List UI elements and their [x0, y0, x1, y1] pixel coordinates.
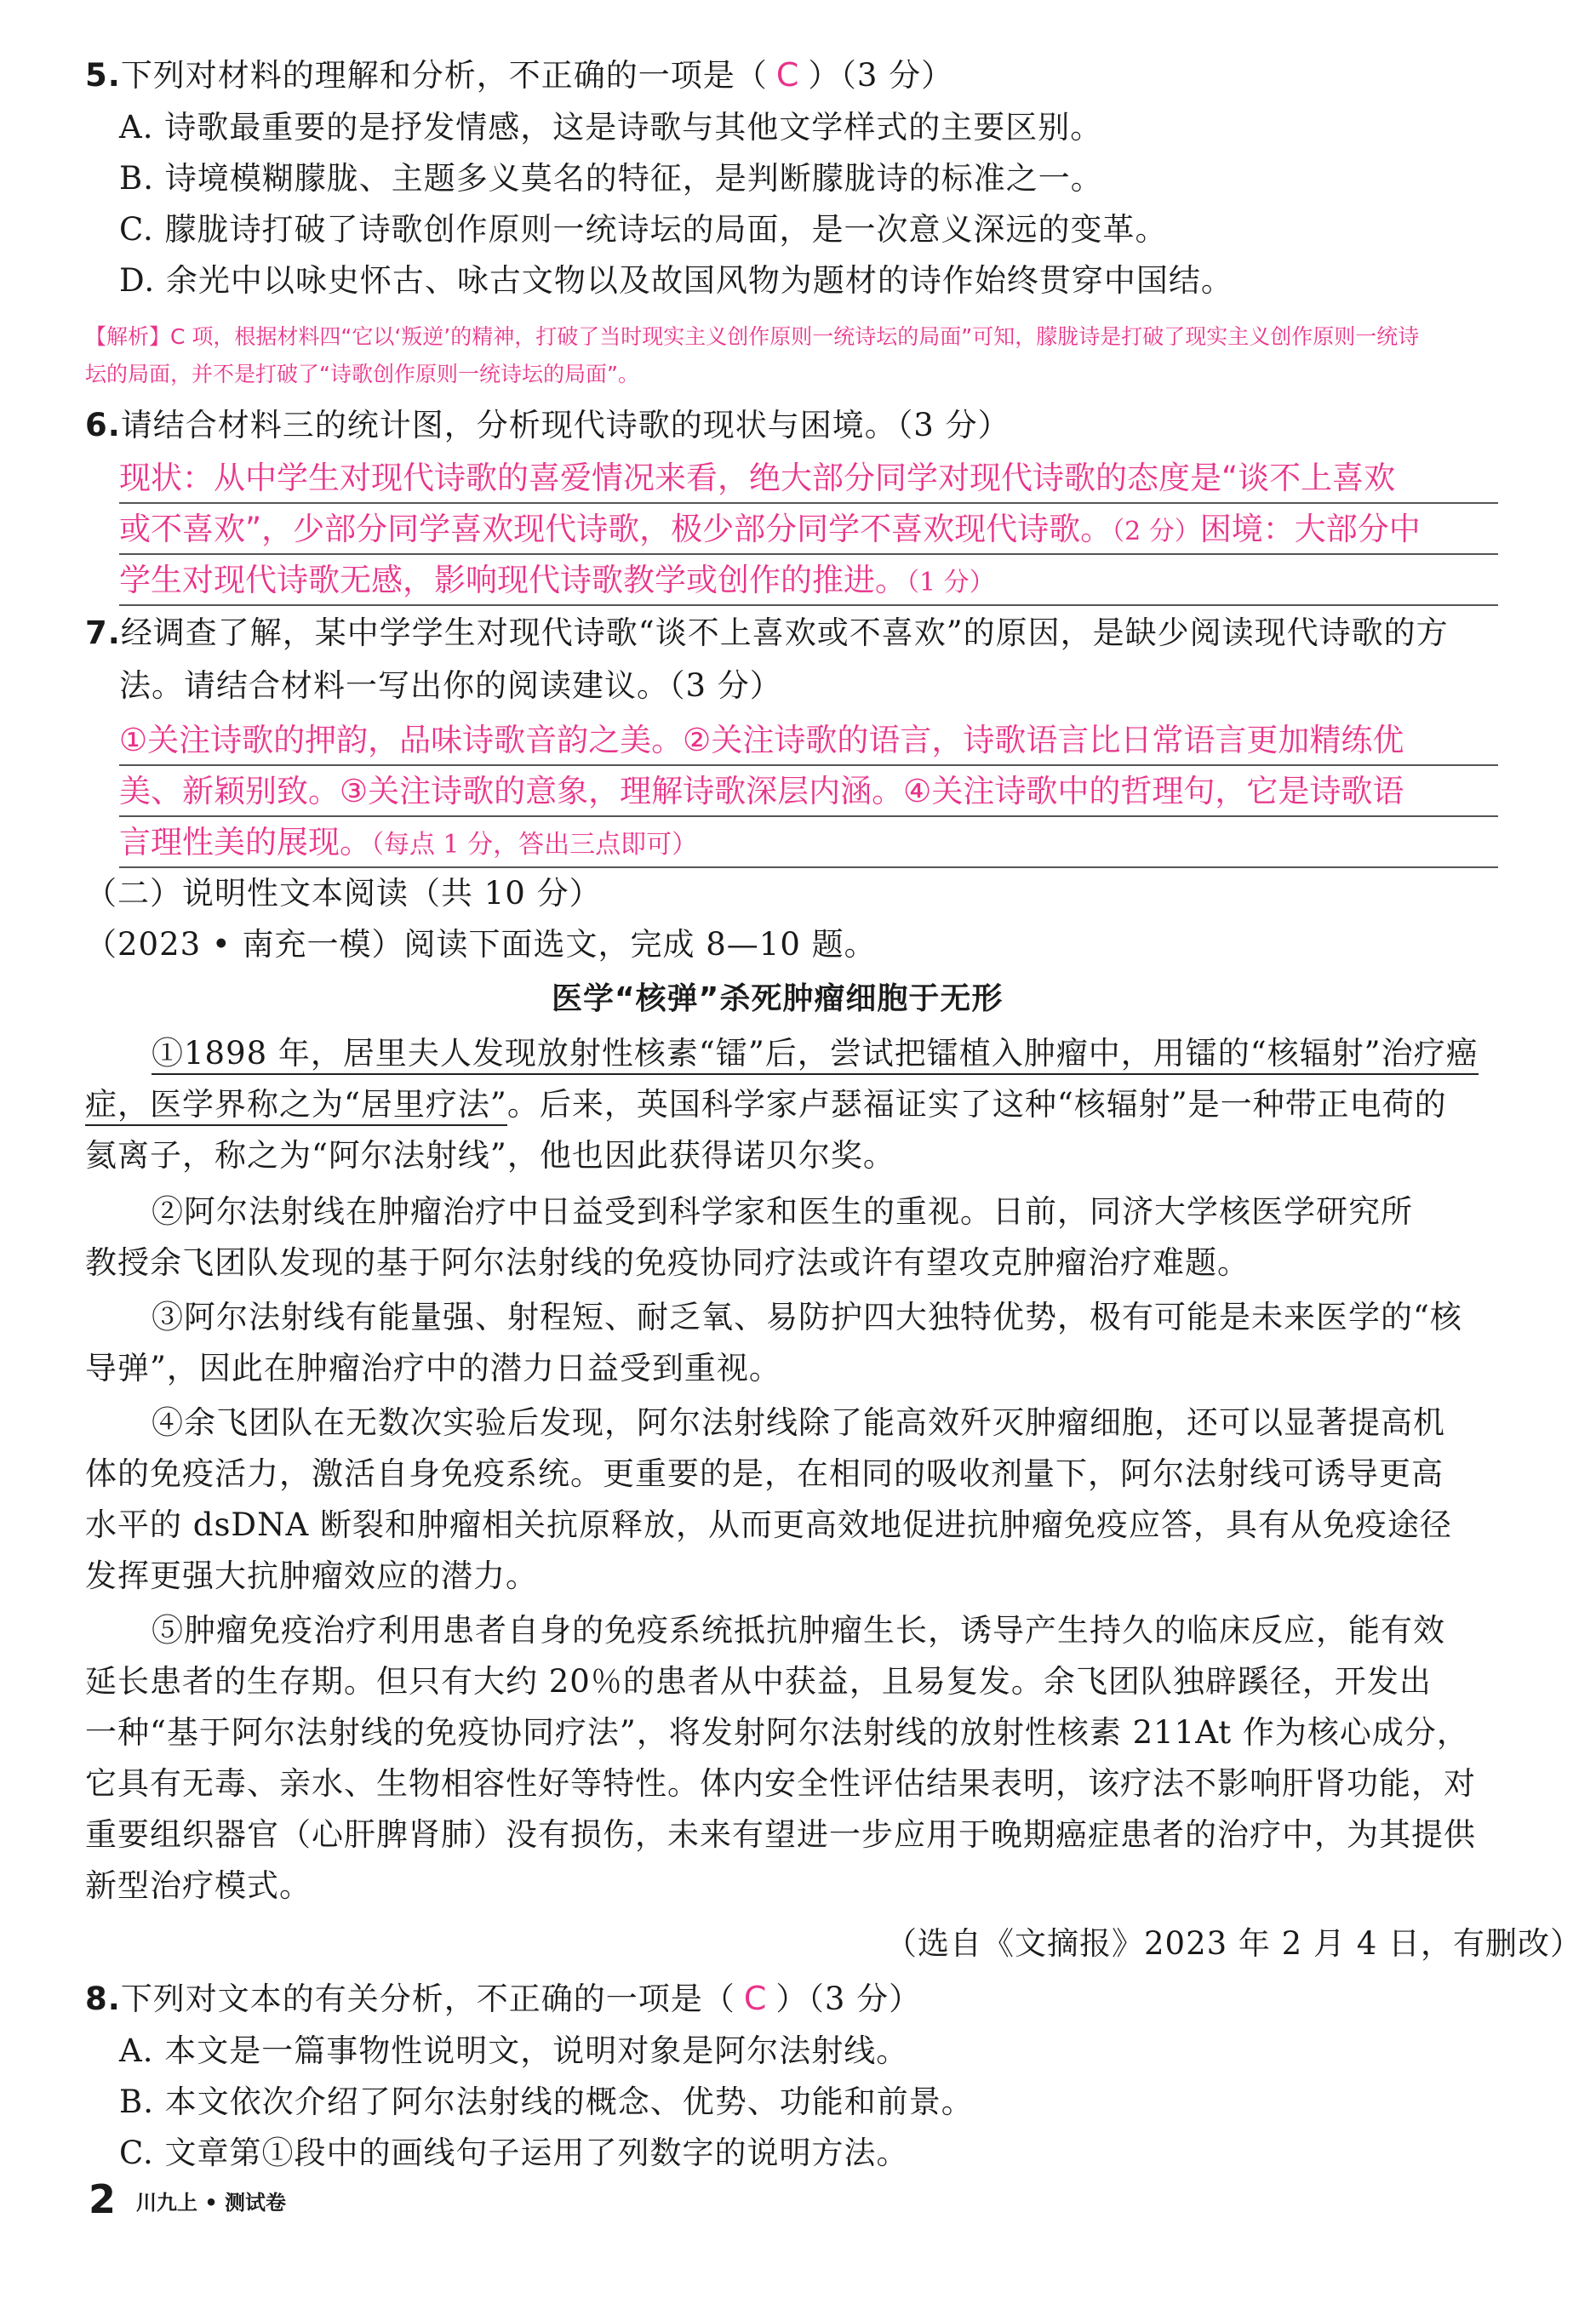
q7-answer-line-2: 美、新颖别致。③关注诗歌的意象，理解诗歌深层内涵。④关注诗歌中的哲理句，它是诗歌语 [119, 773, 1404, 809]
q6-number: 6. [85, 407, 121, 443]
paragraph-5-line-2: 延长患者的生存期。但只有大约 20％的患者从中获益，且易复发。余飞团队独辟蹊径，开发出 [85, 1663, 1432, 1700]
paragraph-5-line-5: 重要组织器官（心肝脾肾肺）没有损伤，未来有望进一步应用于晚期癌症患者的治疗中，为其提供 [85, 1816, 1476, 1853]
answer-rule [119, 866, 1498, 868]
q5-analysis-line-2: 坛的局面，并不是打破了“诗歌创作原则一统诗坛的局面”。 [85, 362, 639, 386]
q8-option-b: B. 本文依次介绍了阿尔法射线的概念、优势、功能和前景。 [119, 2084, 974, 2120]
paragraph-4-line-1: ④余飞团队在无数次实验后发现，阿尔法射线除了能高效歼灭肿瘤细胞，还可以显著提高机 [152, 1404, 1445, 1441]
answer-rule [119, 764, 1498, 766]
answer-rule [119, 553, 1498, 555]
article-title: 医学“核弹”杀死肿瘤细胞于无形 [552, 981, 1004, 1016]
paragraph-5-line-1: ⑤肿瘤免疫治疗利用患者自身的免疫系统抵抗肿瘤生长，诱导产生持久的临床反应，能有效 [152, 1612, 1445, 1649]
q6-answer-line-1: 现状：从中学生对现代诗歌的喜爱情况来看，绝大部分同学对现代诗歌的态度是“谈不上喜欢 [119, 460, 1396, 496]
paragraph-4-line-2: 体的免疫活力，激活自身免疫系统。更重要的是，在相同的吸收剂量下，阿尔法射线可诱导更高 [85, 1455, 1444, 1492]
answer-rule [119, 502, 1498, 504]
q5-option-c: C. 朦胧诗打破了诗歌创作原则一统诗坛的局面，是一次意义深远的变革。 [119, 211, 1168, 248]
q5-number: 5. [85, 57, 121, 94]
article-citation: （选自《文摘报》2023 年 2 月 4 日，有删改） [885, 1925, 1583, 1962]
q8-number: 8. [85, 1981, 121, 2017]
paragraph-2-line-2: 教授余飞团队发现的基于阿尔法射线的免疫协同疗法或许有望攻克肿瘤治疗难题。 [85, 1244, 1250, 1281]
q6-answer-line-2: 或不喜欢”，少部分同学喜欢现代诗歌，极少部分同学不喜欢现代诗歌。（2 分）困境：大部分中 [119, 511, 1421, 547]
paragraph-5-line-4: 它具有无毒、亲水、生物相容性好等特性。体内安全性评估结果表明，该疗法不影响肝肾功能，对 [85, 1765, 1476, 1802]
paragraph-5-line-3: 一种“基于阿尔法射线的免疫协同疗法”，将发射阿尔法射线的放射性核素 211At 作为核心成分， [85, 1714, 1469, 1751]
underlined-sentence: 症，医学界称之为“居里疗法” [85, 1086, 507, 1126]
q8-answer: C [743, 1980, 768, 2017]
book-tag: 川九上 • 测试卷 [136, 2191, 287, 2215]
paragraph-1-line-3: 氦离子，称之为“阿尔法射线”，他也因此获得诺贝尔奖。 [85, 1137, 895, 1174]
q7-answer-line-1: ①关注诗歌的押韵，品味诗歌音韵之美。②关注诗歌的语言，诗歌语言比日常语言更加精练优 [119, 722, 1404, 758]
q5-option-a: A. 诗歌最重要的是抒发情感，这是诗歌与其他文学样式的主要区别。 [119, 109, 1103, 146]
paragraph-1-line-1: ①1898 年，居里夫人发现放射性核素“镭”后，尝试把镭植入肿瘤中，用镭的“核辐射”治疗癌 [152, 1032, 1479, 1076]
section-heading: （二）说明性文本阅读（共 10 分） [85, 875, 602, 912]
q5-option-d: D. 余光中以咏史怀古、咏古文物以及故国风物为题材的诗作始终贯穿中国结。 [119, 262, 1233, 299]
q6-stem: 6.请结合材料三的统计图，分析现代诗歌的现状与困境。（3 分） [85, 407, 1010, 443]
page-number: 2 [89, 2176, 117, 2222]
q7-stem-line-2: 法。请结合材料一写出你的阅读建议。（3 分） [119, 667, 782, 704]
paragraph-3-line-2: 导弹”，因此在肿瘤治疗中的潜力日益受到重视。 [85, 1350, 781, 1386]
paragraph-4-line-4: 发挥更强大抗肿瘤效应的潜力。 [85, 1558, 538, 1594]
answer-rule [119, 815, 1498, 817]
q8-option-a: A. 本文是一篇事物性说明文，说明对象是阿尔法射线。 [119, 2032, 909, 2069]
q5-analysis-line-1: 【解析】C 项，根据材料四“它以‘叛逆’的精神，打破了当时现实主义创作原则一统诗坛的局面”可知，朦胧诗是打破了现实主义创作原则一统诗 [85, 324, 1420, 349]
q6-answer-line-3: 学生对现代诗歌无感，影响现代诗歌教学或创作的推进。（1 分） [119, 562, 995, 598]
q5-stem: 5.下列对材料的理解和分析，不正确的一项是（ C ）（3 分） [85, 56, 954, 94]
q5-answer: C [775, 56, 800, 94]
q7-number: 7. [85, 615, 121, 651]
q7-answer-line-3: 言理性美的展现。（每点 1 分，答出三点即可） [119, 824, 698, 860]
paragraph-4-line-3: 水平的 dsDNA 断裂和肿瘤相关抗原释放，从而更高效地促进抗肿瘤免疫应答，具有从免疫途径 [85, 1506, 1452, 1543]
answer-rule [119, 604, 1498, 606]
q7-stem-line-1: 7.经调查了解，某中学学生对现代诗歌“谈不上喜欢或不喜欢”的原因，是缺少阅读现代诗歌的方 [85, 615, 1449, 651]
paragraph-5-line-6: 新型治疗模式。 [85, 1867, 312, 1904]
paragraph-1-line-2: 症，医学界称之为“居里疗法”。后来，英国科学家卢瑟福证实了这种“核辐射”是一种带正电荷的 [85, 1083, 1447, 1127]
q8-stem: 8.下列对文本的有关分析，不正确的一项是（ C ）（3 分） [85, 1980, 922, 2017]
q5-option-b: B. 诗境模糊朦胧、主题多义莫名的特征，是判断朦胧诗的标准之一。 [119, 160, 1103, 197]
paragraph-3-line-1: ③阿尔法射线有能量强、射程短、耐乏氧、易防护四大独特优势，极有可能是未来医学的“核 [152, 1299, 1462, 1335]
q8-option-c: C. 文章第①段中的画线句子运用了列数字的说明方法。 [119, 2135, 909, 2171]
section-source: （2023 • 南充一模）阅读下面选文，完成 8—10 题。 [85, 926, 877, 963]
paragraph-2-line-1: ②阿尔法射线在肿瘤治疗中日益受到科学家和医生的重视。日前，同济大学核医学研究所 [152, 1193, 1413, 1230]
